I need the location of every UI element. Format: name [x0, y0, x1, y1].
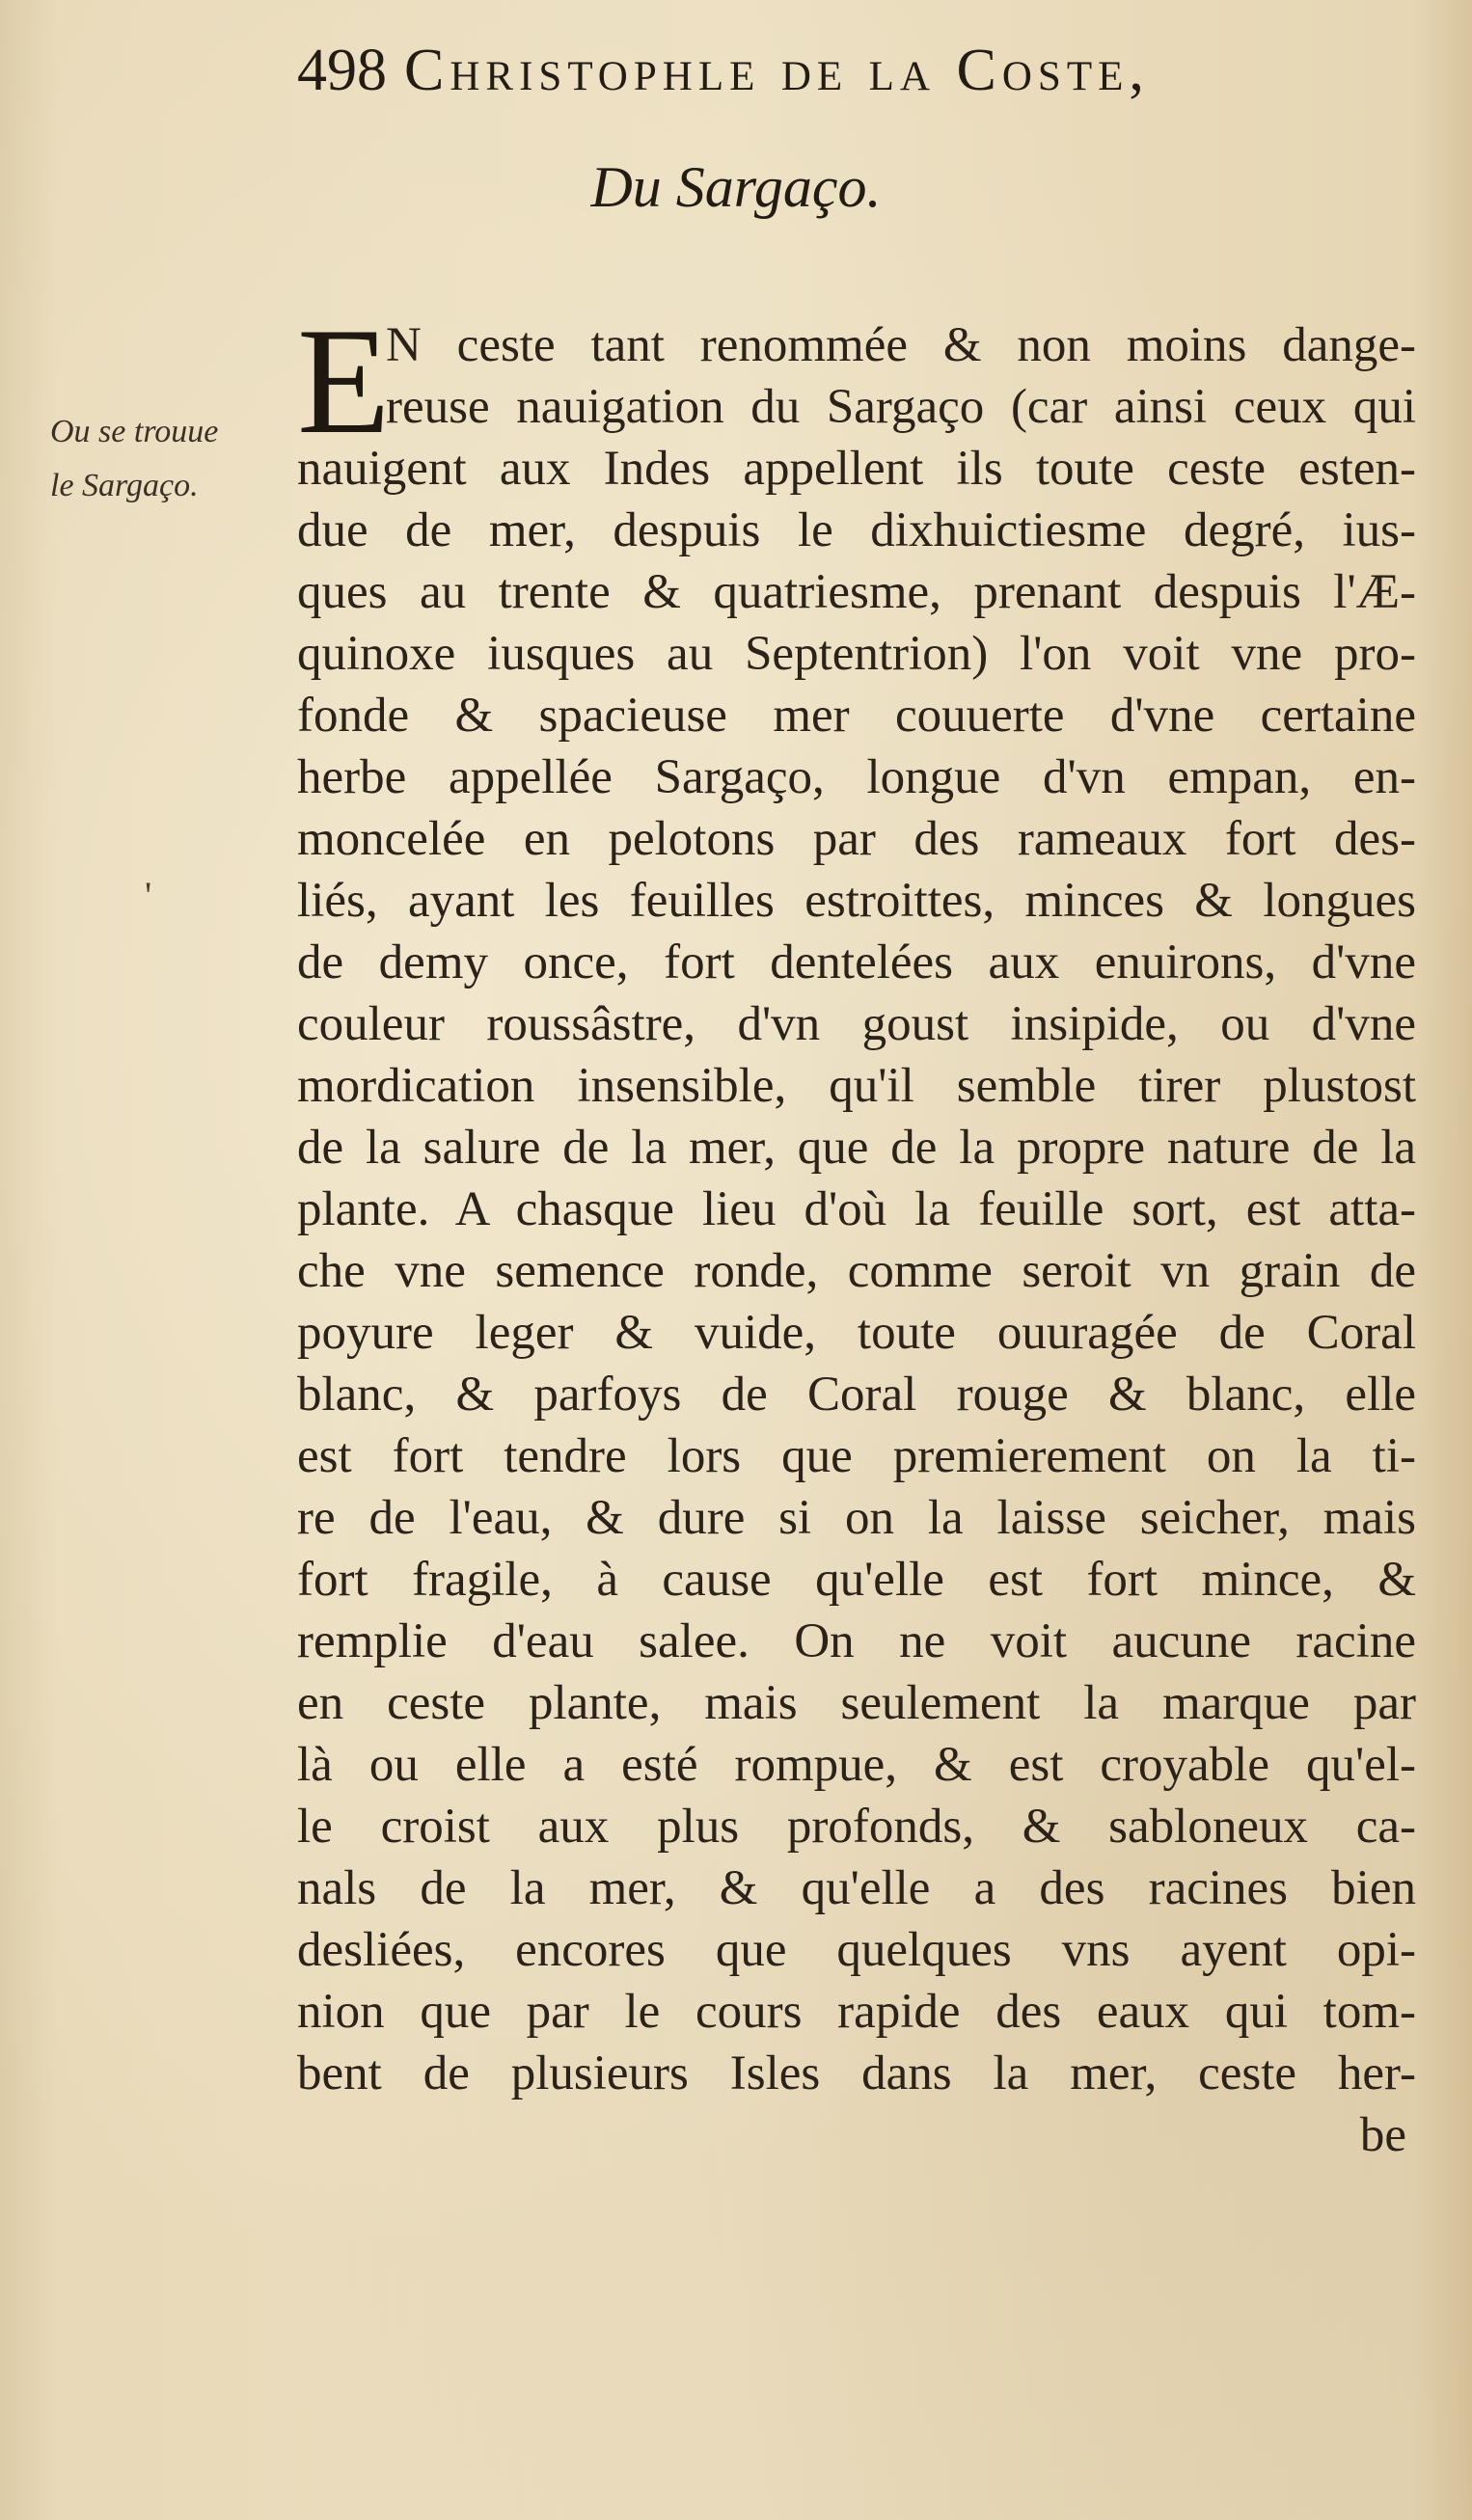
catchword: be: [1359, 2108, 1406, 2162]
text-line: re de l'eau, & dure si on la laisse seicher, mais: [297, 1491, 1416, 1545]
marginal-note-line: Ou se trouue: [50, 414, 219, 449]
text-line: poyure leger & vuide, toute ouuragée de Coral: [297, 1306, 1416, 1360]
text-line: de la salure de la mer, que de la propre nature de la: [297, 1121, 1416, 1175]
body-text: [297, 297, 1416, 2166]
text-line: bent de plusieurs Isles dans la mer, ceste her-: [297, 2046, 1416, 2100]
marginal-note: [50, 405, 291, 513]
text-line: N ceste tant renommée & non moins dange-: [386, 318, 1416, 372]
text-line: fonde & spacieuse mer couuerte d'vne certaine: [297, 689, 1416, 743]
text-line: reuse nauigation du Sargaço (car ainsi ceux qui: [386, 380, 1416, 434]
text-line: nion que par le cours rapide des eaux qui tom-: [297, 1985, 1416, 2039]
text-line: desliées, encores que quelques vns ayent opi-: [297, 1923, 1416, 1977]
text-line: plante. A chasque lieu d'où la feuille sort, est atta-: [297, 1182, 1416, 1236]
text-line: che vne semence ronde, comme seroit vn grain de: [297, 1244, 1416, 1298]
text-line: de demy once, fort dentelées aux enuirons, d'vne: [297, 935, 1416, 989]
text-line: mordication insensible, qu'il semble tirer plustost: [297, 1059, 1416, 1113]
text-line: couleur roussâstre, d'vn goust insipide, ou d'vne: [297, 997, 1416, 1051]
text-line: herbe appellée Sargaço, longue d'vn empan, en-: [297, 750, 1416, 804]
text-line: liés, ayant les feuilles estroittes, minces & longues: [297, 874, 1416, 928]
text-line: moncelée en pelotons par des rameaux fort des-: [297, 812, 1416, 866]
text-line: fort fragile, à cause qu'elle est fort mince, &: [297, 1553, 1416, 1607]
drop-cap: E: [297, 297, 391, 466]
section-title: Du Sargaço.: [590, 155, 882, 219]
text-line: nauigent aux Indes appellent ils toute ceste esten-: [297, 442, 1416, 496]
text-line: le croist aux plus profonds, & sabloneux ca-: [297, 1800, 1416, 1854]
text-line: quinoxe iusques au Septentrion) l'on voit vne pro-: [297, 627, 1416, 681]
text-line: remplie d'eau salee. On ne voit aucune racine: [297, 1614, 1416, 1668]
text-line: là ou elle a esté rompue, & est croyable qu'el-: [297, 1738, 1416, 1792]
text-line: ques au trente & quatriesme, prenant despuis l'Æ-: [297, 565, 1416, 619]
running-head: [297, 37, 1416, 123]
text-line: en ceste plante, mais seulement la marque par: [297, 1676, 1416, 1730]
ink-mark: ': [145, 874, 152, 917]
running-head-title: Christophle de la Coste,: [404, 38, 1150, 103]
marginal-note-line: le Sargaço.: [50, 468, 199, 503]
text-line: nals de la mer, & qu'elle a des racines bien: [297, 1861, 1416, 1915]
page-number: 498: [297, 38, 387, 103]
text-line: est fort tendre lors que premierement on la ti-: [297, 1429, 1416, 1483]
text-line: due de mer, despuis le dixhuictiesme degré, ius-: [297, 503, 1416, 557]
text-line: blanc, & parfoys de Coral rouge & blanc, elle: [297, 1368, 1416, 1422]
